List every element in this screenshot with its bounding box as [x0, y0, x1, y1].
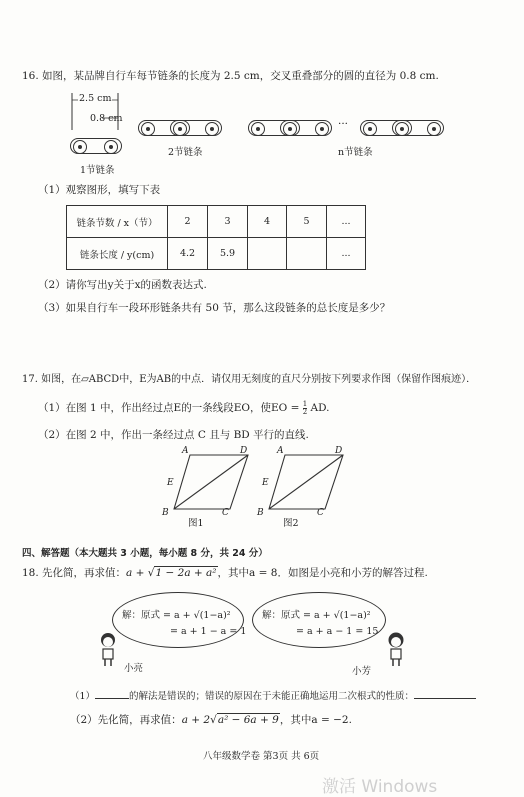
chain-ellipsis: ··· [338, 118, 349, 130]
table-cell: 链条长度 / y(cm) [67, 238, 168, 270]
table-cell: 链条节数 / x（节） [67, 206, 168, 238]
point-D: D [335, 446, 343, 456]
figure-2-parallelogram [255, 445, 355, 517]
q16-part3: （3）如果自行车一段环形链条共有 50 节，那么这段链条的总长度是多少？ [38, 302, 391, 314]
table-cell [287, 238, 327, 270]
q18-part2: （2）先化简，再求值：a + 2√a² − 6a + 9，其中a = −2. [70, 714, 352, 726]
q18-part1: （1） 的解法是错误的；错误的原因在于未能正确地运用二次根式的性质： [70, 688, 476, 702]
point-C: C [317, 508, 324, 517]
figure-2-caption: 图2 [283, 518, 299, 529]
point-C: C [222, 508, 229, 517]
point-E: E [167, 478, 174, 488]
point-B: B [162, 508, 169, 517]
left-solution-line1: 解：原式 = a + √(1−a)² [122, 610, 231, 621]
chain-pin-icon [427, 122, 441, 136]
name-xiaoliang: 小亮 [124, 663, 144, 674]
chain-table [66, 205, 366, 270]
fraction-half: $\frac{1}{2}$ [302, 399, 308, 416]
answer-blank-1[interactable] [95, 698, 129, 699]
table-cell: 5 [287, 206, 327, 238]
chain-pin-icon [363, 122, 377, 136]
table-cell: 3 [208, 206, 248, 238]
table-row [67, 206, 366, 238]
table-cell: ... [327, 206, 366, 238]
q17-part2: （2）在图 2 中，作出一条经过点 C 且与 BD 平行的直线. [38, 429, 309, 441]
figure-1-caption: 图1 [188, 518, 204, 529]
q16-stem: 16. 如图，某品牌自行车每节链条的长度为 2.5 cm，交叉重叠部分的圆的直径为 0.8 cm. [22, 70, 439, 82]
q16-part2: （2）请你写出y关于x的函数表达式. [38, 279, 207, 291]
figure-1-parallelogram [160, 445, 260, 517]
point-A: A [277, 446, 284, 456]
student-boy-icon [96, 632, 120, 668]
chain-pin-icon [251, 122, 265, 136]
table-cell: 4 [248, 206, 287, 238]
name-xiaofang: 小芳 [352, 666, 372, 677]
table-row [67, 238, 366, 270]
table-cell [248, 238, 287, 270]
answer-blank-2[interactable] [414, 698, 476, 699]
student-girl-icon [384, 632, 408, 668]
page-footer: 八年级数学卷 第3页 共 6页 [203, 751, 320, 762]
table-cell: ... [327, 238, 366, 270]
q16-part1: （1）观察图形，填写下表 [38, 184, 161, 196]
chain-pin-icon [141, 122, 155, 136]
chain-pin-icon [173, 122, 187, 136]
label-1-link: 1节链条 [80, 165, 115, 176]
activation-watermark: 激活 Windows [322, 777, 438, 797]
chain-pin-icon [395, 122, 409, 136]
chain-pin-icon [205, 122, 219, 136]
chain-pin-icon [104, 140, 118, 154]
label-n-links: n节链条 [338, 147, 373, 158]
table-cell: 4.2 [168, 238, 208, 270]
section-heading: 四、解答题（本大题共 3 小题，每小题 8 分，共 24 分） [22, 548, 268, 559]
point-B: B [257, 508, 264, 517]
chain-pin-icon [283, 122, 297, 136]
right-solution-line2: = a + a − 1 = 15 [296, 626, 379, 637]
chain-pin-icon [315, 122, 329, 136]
chain-pin-icon [73, 140, 87, 154]
point-D: D [240, 446, 248, 456]
q17-stem: 17. 如图，在▱ABCD中，E为AB的中点．请仅用无刻度的直尺分别按下列要求作图（保留作图痕迹）． [22, 374, 477, 385]
right-solution-line1: 解：原式 = a + √(1−a)² [262, 610, 371, 621]
left-solution-line2: = a + 1 − a = 1 [170, 626, 247, 637]
point-E: E [262, 478, 269, 488]
table-cell: 5.9 [208, 238, 248, 270]
q17-part1: （1）在图 1 中，作出经过点E的一条线段EO，使EO = $\frac{1}{2}$ AD. [38, 399, 330, 416]
label-2-links: 2节链条 [168, 147, 203, 158]
dim-diameter-label: 0.8 cm [90, 113, 123, 124]
table-cell: 2 [168, 206, 208, 238]
point-A: A [182, 446, 189, 456]
dim-length-label: 2.5 cm [79, 93, 112, 104]
q18-stem: 18. 先化简，再求值：a + √1 − 2a + a²，其中a = 8．如图是小亮和小芳的解答过程. [22, 567, 428, 579]
